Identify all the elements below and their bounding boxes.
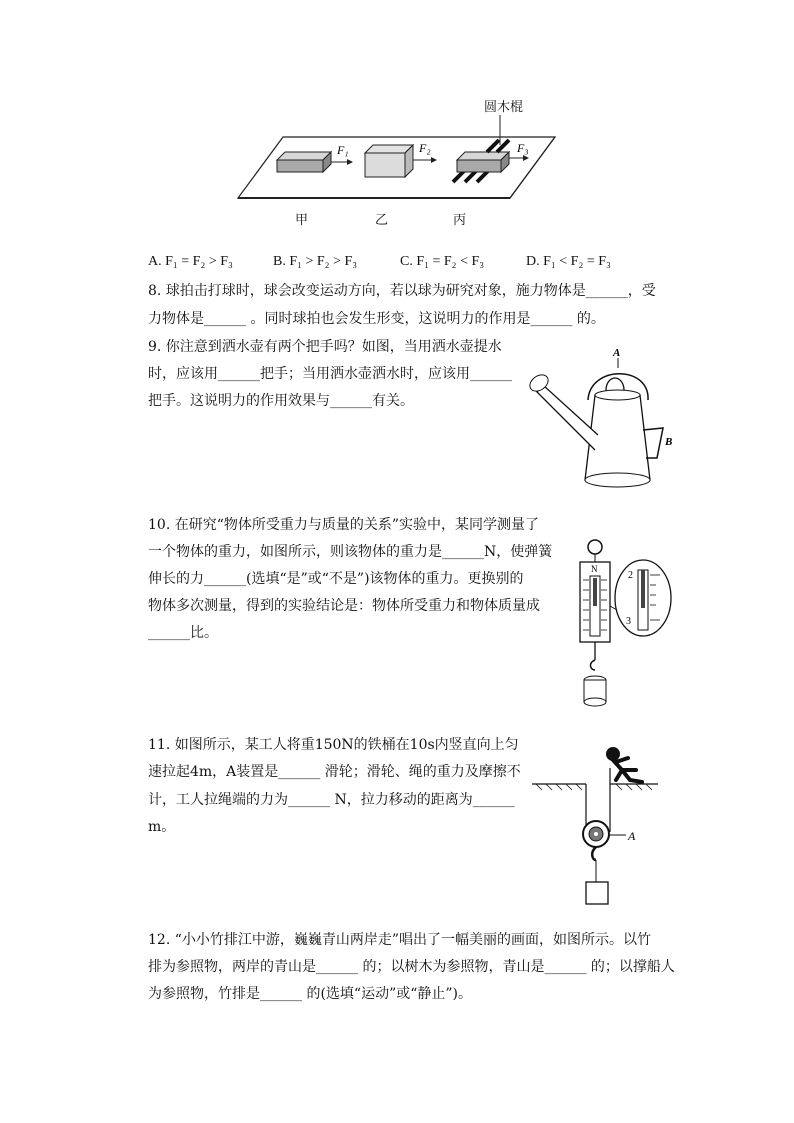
force-label-f1: F₁ [337,143,349,157]
q7-option-d: D. F₁ < F₂ = F₃ [526,254,611,269]
q7-option-b: B. F₁ > F₂ > F₃ [273,254,358,269]
q11-line-2: 速拉起4m，A装置是______ 滑轮；滑轮、绳的重力及摩擦不 [148,764,521,780]
block-jia [277,152,331,172]
q12-line-1: 12. “小小竹排江中游，巍巍青山两岸走”唱出了一幅美丽的画面，如图所示。以竹 [148,932,652,948]
scale-unit-label: N [591,564,598,574]
q9-line-3: 把手。这说明力的作用效果与______有关。 [148,393,414,409]
q8-line-2: 力物体是______ 。同时球拍也会发生形变，这说明力的作用是______ 的。 [148,311,605,327]
handle-a-label: A [613,347,621,359]
q11-line-4: m。 [148,819,176,835]
label-jia: 甲 [295,213,309,228]
q10-line-1: 10. 在研究“物体所受重力与质量的关系”实验中，某同学测量了 [148,517,540,533]
q7-option-c: C. F₁ = F₂ < F₃ [400,254,485,269]
pulley-label-a: A [628,829,636,843]
force-label-f3: F₃ [517,141,529,155]
zoom-label-2: 2 [628,570,633,581]
q12-line-2: 排为参照物，两岸的青山是______ 的；以树木为参照物，青山是______ 的；以撑船人 [148,959,675,975]
q12-line-3: 为参照物，竹排是______ 的(选填“运动”或“静止”)。 [148,986,473,1002]
q10-line-4: 物体多次测量，得到的实验结论是：物体所受重力和物体质量成 [148,598,540,614]
label-bing: 丙 [453,213,467,228]
q9-line-1: 9. 你注意到洒水壶有两个把手吗？如图，当用洒水壶提水 [148,339,502,355]
q11-line-1: 11. 如图所示，某工人将重150N的铁桶在10s内竖直向上匀 [148,737,519,753]
pulley-figure [530,740,660,910]
watering-can-figure [515,340,690,500]
q10-line-5: ______比。 [148,625,218,641]
label-yi: 乙 [375,213,389,228]
q11-line-3: 计，工人拉绳端的力为______ N，拉力移动的距离为______ [148,792,515,808]
handle-b-label: B [665,436,673,448]
q10-line-2: 一个物体的重力，如图所示，则该物体的重力是______N，使弹簧 [148,544,553,560]
force-label-f2: F₂ [419,141,431,155]
q8-line-1: 8. 球拍击打球时，球会改变运动方向，若以球为研究对象，施力物体是______，受 [148,283,656,299]
block-yi [365,145,413,177]
zoom-label-3: 3 [626,616,631,627]
label-roller: 圆木棍 [484,100,524,115]
q10-line-3: 伸长的力______(选填“是”或“不是”)该物体的重力。更换别的 [148,571,524,587]
q7-option-a: A. F₁ = F₂ > F₃ [148,254,233,269]
spring-scale-figure [568,530,678,710]
q9-line-2: 时，应该用______把手；当用洒水壶洒水时，应该用______ [148,366,512,382]
